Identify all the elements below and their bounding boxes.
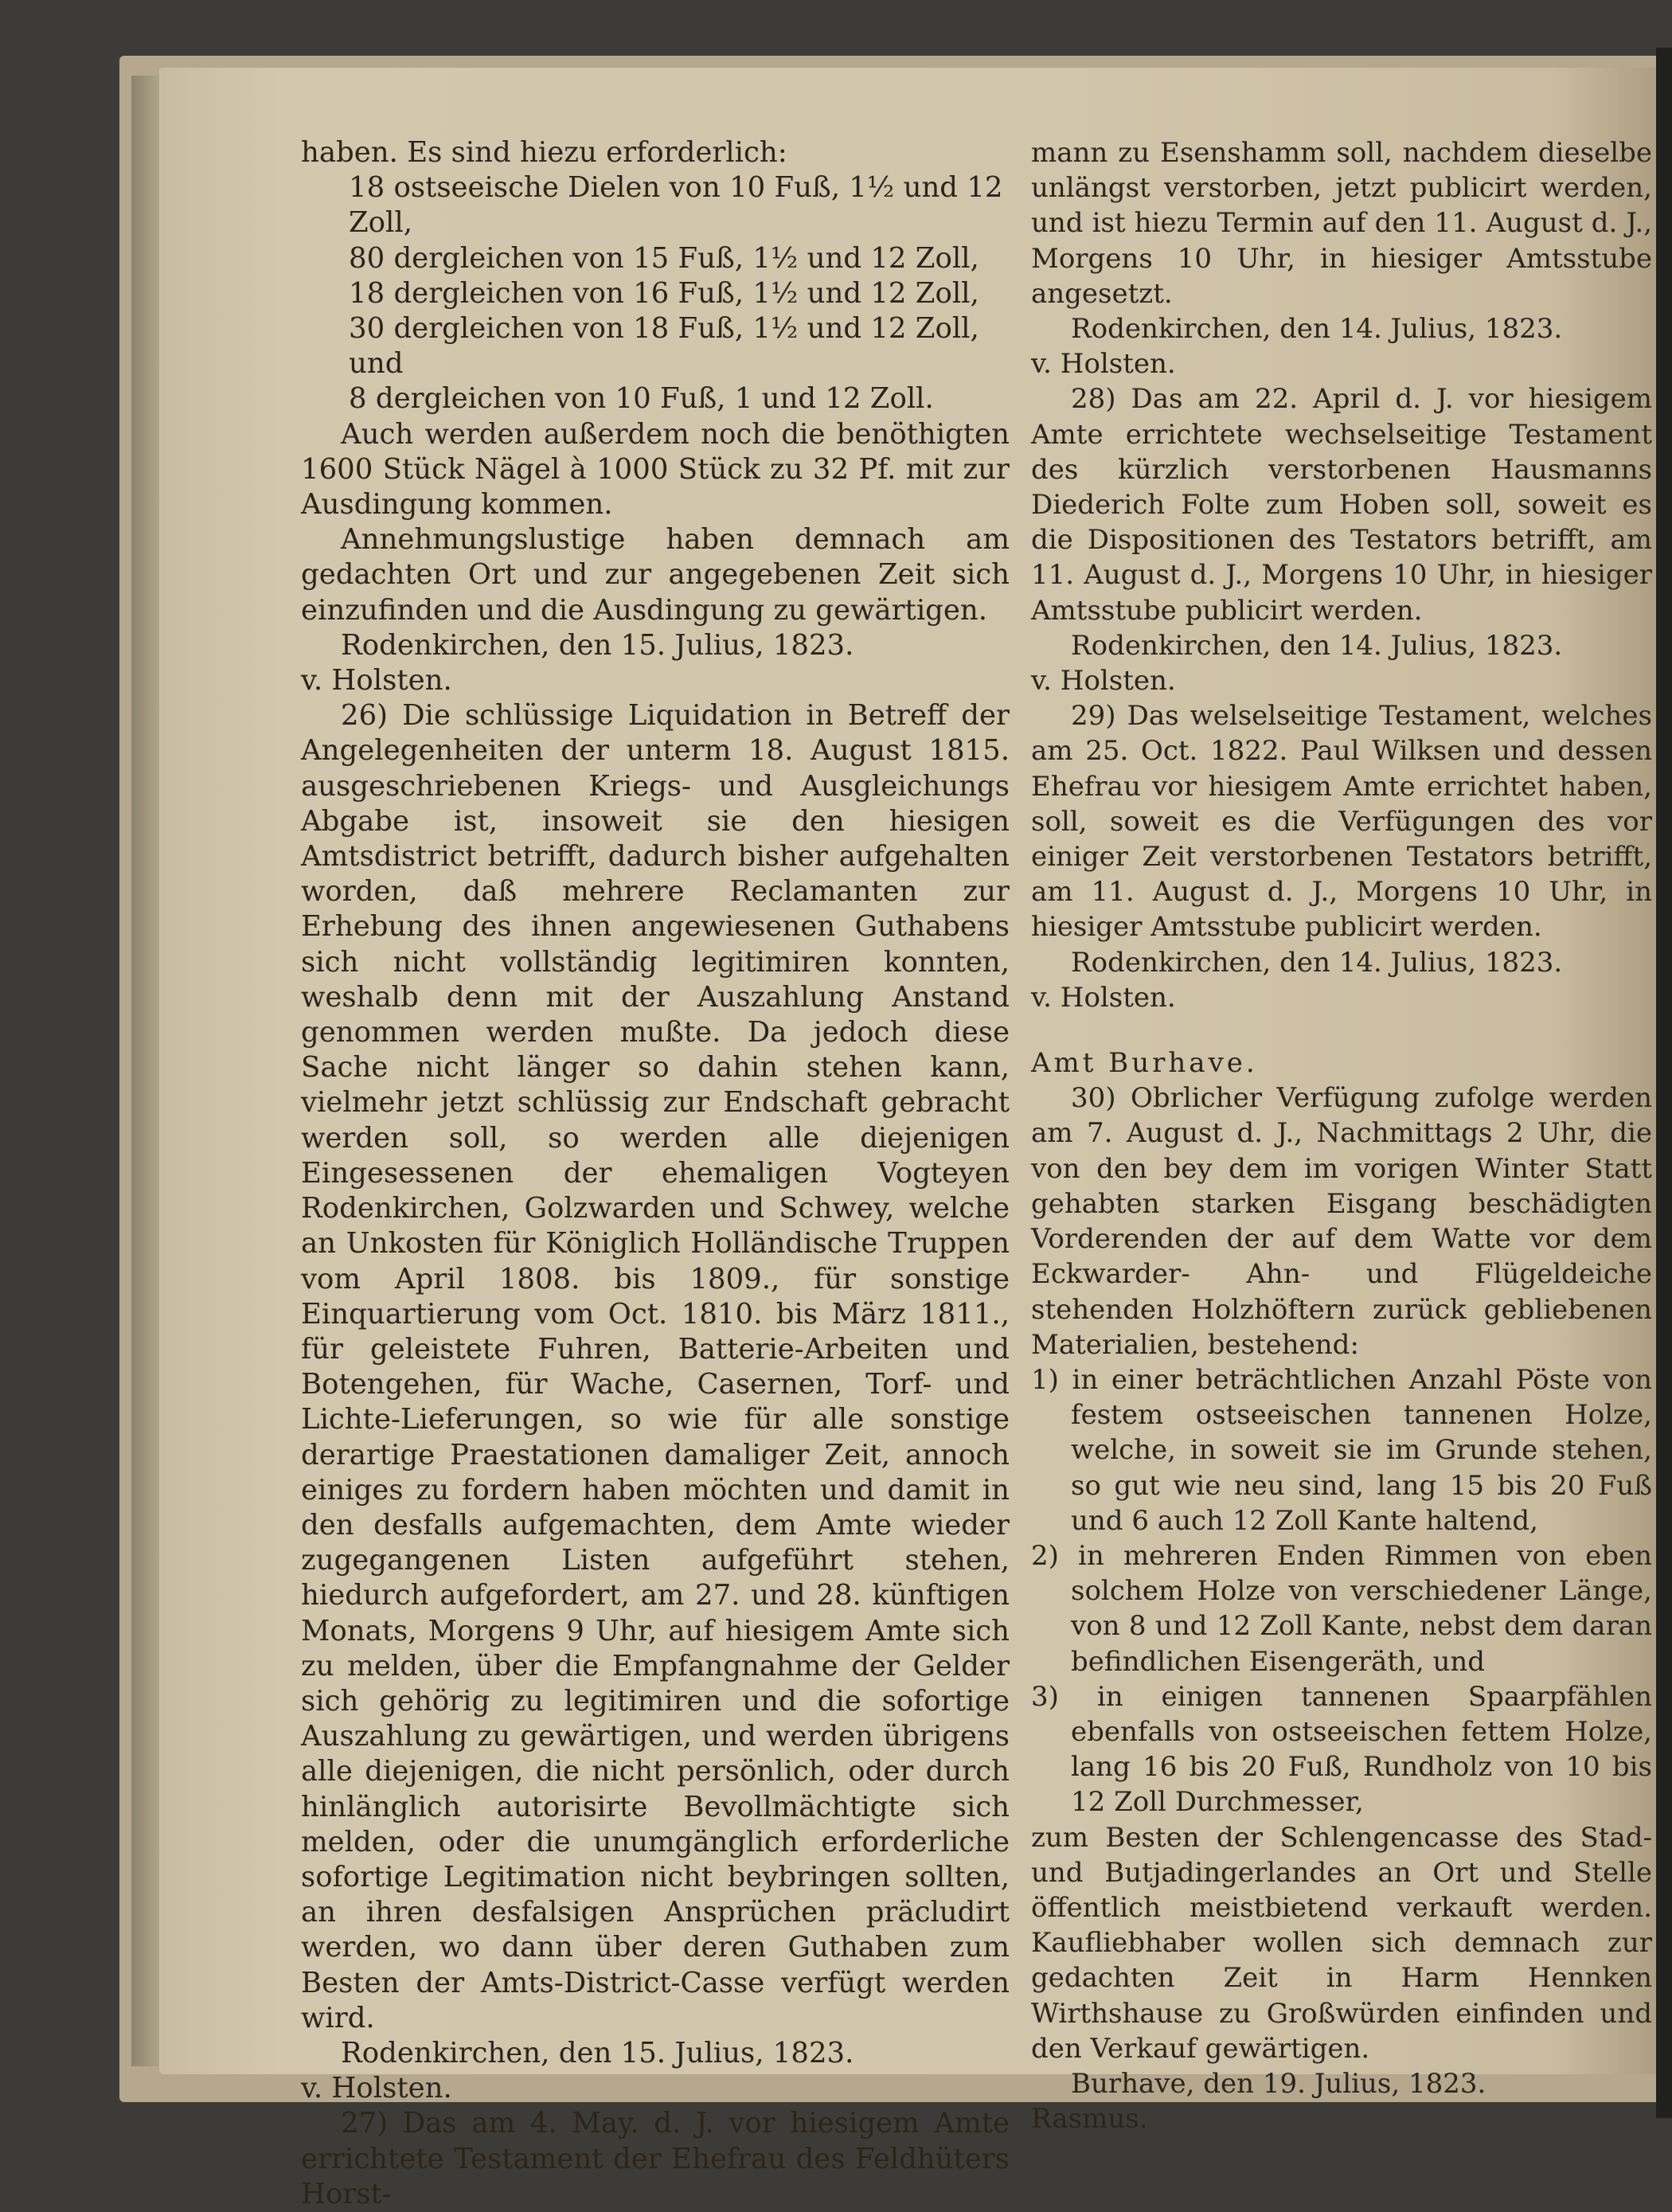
dateline: Rodenkirchen, den 14. Julius, 1823.: [1071, 629, 1563, 662]
bidders-paragraph: Annehmungslustige haben demnach am gedachten Ort und zur angegebenen Zeit sich einzufinden und die Ausdingung zu gewärtigen.: [301, 523, 1010, 627]
gutter-shadow: [131, 76, 163, 2066]
planks-list: [301, 170, 1010, 416]
section-heading: Amt Burhave.: [1031, 1047, 1258, 1080]
notice-30: 30) Obrlicher Verfügung zufolge werden am 7. August d. J., Nachmittags 2 Uhr, die von den bey dem im vorigen Winter Statt gehabten starken Eisgang beschädigten Vorderenden der auf dem Watte vor dem Eckwarder- Ahn- und Flügeldeiche stehenden Holzhöftern zurück gebliebenen Materialien, bestehend:: [1031, 1082, 1652, 1361]
list-item: 3) in einigen tannenen Spaarpfählen ebenfalls von ostseeischen fettem Holze, lang 16 bis 20 Fuß, Rundholz von 10 bis 12 Zoll Durchmesser,: [1031, 1680, 1652, 1819]
notice-29: 29) Das welselseitige Testament, welches am 25. Oct. 1822. Paul Wilksen und dessen Ehefrau vor hiesigem Amte errichtet haben, soll, soweit es die Verfügungen des vor einiger Zeit verstorbenen Testators betrifft, am 11. August d. J., Morgens 10 Uhr, in hiesiger Amtsstube publicirt werden.: [1031, 700, 1652, 944]
signature: Rasmus.: [1031, 2103, 1148, 2136]
list-item: 18 dergleichen von 16 Fuß, 1½ und 12 Zoll,: [349, 276, 979, 310]
list-item: 80 dergleichen von 15 Fuß, 1½ und 12 Zoll,: [349, 241, 979, 275]
signature: v. Holsten.: [1031, 981, 1176, 1014]
scan-border: [1656, 48, 1672, 2118]
dateline: Burhave, den 19. Julius, 1823.: [1071, 2067, 1486, 2100]
list-item: 18 ostseeische Dielen von 10 Fuß, 1½ und 12 Zoll,: [349, 171, 1003, 240]
signature: v. Holsten.: [301, 2072, 452, 2105]
intro-line: haben. Es sind hiezu erforderlich:: [301, 136, 787, 169]
dateline: Rodenkirchen, den 15. Julius, 1823.: [341, 2036, 854, 2069]
list-item: 1) in einer beträchtlichen Anzahl Pöste von festem ostseeischen tannenen Holze, welche, in soweit sie im Grunde stehen, so gut wie neu sind, lang 15 bis 20 Fuß und 6 auch 12 Zoll Kante haltend,: [1031, 1363, 1652, 1537]
right-column: [1031, 135, 1652, 2136]
dateline: Rodenkirchen, den 14. Julius, 1823.: [1071, 313, 1563, 346]
dateline: Rodenkirchen, den 15. Julius, 1823.: [341, 628, 854, 662]
notice-27-start: 27) Das am 4. May. d. J. vor hiesigem Amte errichtete Testament der Ehefrau des Feldhüters Horst-: [301, 2107, 1010, 2210]
nails-paragraph: Auch werden außerdem noch die benöthigten 1600 Stück Nägel à 1000 Stück zu 32 Pf. mit zur Ausdingung kommen.: [301, 417, 1010, 522]
notice-26: 26) Die schlüssige Liquidation in Betreff der Angelegenheiten der unterm 18. August 1815. ausgeschriebenen Kriegs- und Ausgleichungs Abgabe ist, insoweit sie den hiesigen Amtsdistrict betrifft, dadurch bisher aufgehalten worden, daß mehrere Reclamanten zur Erhebung des ihnen angewiesenen Guthabens sich nicht vollständig legitimiren konnten, weshalb denn mit der Auszahlung Anstand genommen werden mußte. Da jedoch diese Sache nicht länger so dahin stehen kann, vielmehr jetzt schlüssig zur Endschaft gebracht werden soll, so werden alle diejenigen Eingesessenen der ehemaligen Vogteyen Rodenkirchen, Golzwarden und Schwey, welche an Unkosten für Königlich Holländische Truppen vom April 1808. bis 1809., für sonstige Einquartierung vom Oct. 1810. bis März 1811., für geleistete Fuhren, Batterie-Arbeiten und Botengehen, für Wache, Casernen, Torf- und Lichte-Lieferungen, so wie für alle sonstige derartige Praestationen damaliger Zeit, annoch einiges zu fordern haben möchten und damit in den desfalls aufgemachten, dem Amte wieder zugegangenen Listen aufgeführt stehen, hiedurch aufgefordert, am 27. und 28. künftigen Monats, Morgens 9 Uhr, auf hiesigem Amte sich zu melden, über die Empfangnahme der Gelder sich gehörig zu legitimiren und die sofortige Auszahlung zu gewärtigen, und werden übrigens alle diejenigen, die nicht persönlich, oder durch hinlänglich autorisirte Bevollmächtigte sich melden, oder die unumgänglich erforderliche sofortige Legitimation nicht beybringen sollten, an ihren desfalsigen Ansprüchen präcludirt werden, wo dann über deren Guthaben zum Besten der Amts-District-Casse verfügt werden wird.: [301, 699, 1010, 2034]
left-column: [301, 135, 1010, 2212]
notice-30-end: zum Besten der Schlengencasse des Stad- und Butjadingerlandes an Ort und Stelle öffentlich meistbietend verkauft werden. Kaufliebhaber wollen sich demnach zur gedachten Zeit in Harm Hennken Wirthshause zu Großwürden einfinden und den Verkauf gewärtigen.: [1031, 1821, 1652, 2065]
signature: v. Holsten.: [1031, 348, 1176, 381]
list-item: 8 dergleichen von 10 Fuß, 1 und 12 Zoll.: [349, 382, 934, 416]
list-item: 2) in mehreren Enden Rimmen von eben solchem Holze von verschiedener Länge, von 8 und 12 Zoll Kante, nebst dem daran befindlichen Eisengeräth, und: [1031, 1539, 1652, 1678]
signature: v. Holsten.: [1031, 665, 1176, 698]
notice-28: 28) Das am 22. April d. J. vor hiesigem Amte errichtete wechselseitige Testament des kürzlich verstorbenen Hausmanns Diederich Folte zum Hoben soll, soweit es die Dispositionen des Testators betrifft, am 11. August d. J., Morgens 10 Uhr, in hiesiger Amtsstube publicirt werden.: [1031, 383, 1652, 627]
signature: v. Holsten.: [301, 664, 452, 698]
list-item: 30 dergleichen von 18 Fuß, 1½ und 12 Zoll, und: [349, 312, 979, 381]
dateline: Rodenkirchen, den 14. Julius, 1823.: [1071, 946, 1563, 979]
notice-27-continued: mann zu Esenshamm soll, nachdem dieselbe unlängst verstorben, jetzt publicirt werden, und ist hiezu Termin auf den 11. August d. J., Morgens 10 Uhr, in hiesiger Amtsstube angesetzt.: [1031, 137, 1652, 310]
